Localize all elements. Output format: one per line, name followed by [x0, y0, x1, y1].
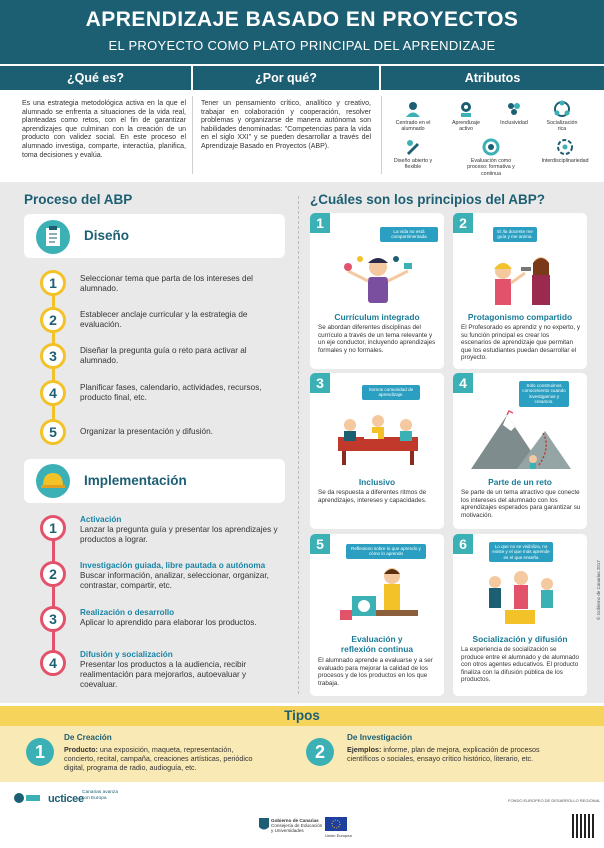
card-text: Se parte de un tema atractivo que conecte los intereses del alumnado con los aprendizajes esperados para garantizar su motivación. — [461, 489, 581, 519]
socialization-icon — [553, 100, 571, 118]
step-number: 2 — [40, 561, 66, 587]
helmet-icon — [36, 464, 70, 498]
principle-card — [453, 373, 587, 529]
socialization-illustration — [475, 568, 567, 630]
diseno-title: Diseño — [84, 228, 130, 243]
tipo-lead: Producto: — [64, 745, 98, 754]
gobierno-shield-logo — [259, 818, 269, 832]
step-text: Establecer anclaje curricular y la estrategia de evaluación. — [80, 310, 248, 329]
connector-line — [52, 525, 55, 665]
diseno-header — [24, 214, 285, 258]
attribute-item — [393, 138, 433, 171]
card-number: 4 — [453, 373, 473, 393]
step-number: 3 — [40, 343, 66, 369]
step-text: Presentar los productos a la audiencia, recibir realimentación para mejorarlos, autoevaluar y coevaluar. — [80, 660, 247, 689]
attribute-label: Evaluación como proceso: formativa y continua — [467, 158, 515, 177]
copyright-text: © Gobierno de Canarias 2017 — [596, 560, 601, 620]
cabildo-logo — [12, 791, 42, 805]
card-title: Currículum integrado — [334, 312, 420, 322]
step-text: Planificar fases, calendario, actividades, recursos, producto final, etc. — [80, 383, 262, 402]
step-title: Realización o desarrollo — [80, 608, 175, 617]
gobierno-logo — [271, 818, 323, 834]
step-text: Diseñar la pregunta guía o reto para activar al alumnado. — [80, 346, 247, 365]
principle-card — [310, 534, 444, 696]
speech-bubble: La vida no está compartimentada — [380, 227, 438, 242]
attribute-item — [446, 100, 486, 133]
evaluation-icon — [482, 138, 500, 156]
card-number: 3 — [310, 373, 330, 393]
card-text: El alumnado aprende a evaluarse y a ser evaluado para mejorar la calidad de los procesos y de los productos en los que trabaja. — [318, 657, 433, 687]
tipo-title: De Investigación — [347, 733, 413, 742]
teacher-student-illustration — [477, 251, 567, 309]
speech-bubble: El /la docente me guía y me anima. — [493, 227, 537, 242]
card-text: La experiencia de socialización se produce entre el alumnado y de alumnado con otros agentes educativos. El producto finaliza con la difusión pública de los productos. — [461, 646, 579, 684]
card-text: El Profesorado es aprendiz y no experto, y su función principal es crear los escenarios de aprendizaje que permitan que los estudiantes puedan desarrollar el proyecto. — [461, 324, 581, 362]
speech-bubble: Solo construimos conocimiento cuando investigamos y creamos. — [519, 381, 569, 407]
tipos-heading: Tipos — [0, 706, 604, 726]
juggling-student-illustration — [340, 251, 416, 309]
tipo-text — [64, 745, 264, 772]
header-banner — [0, 0, 604, 64]
tipo-desc: informe, plan de mejora, explicación de procesos científicos o sociales, ensayo crítico histórico, literario, etc. — [347, 745, 540, 763]
step-number: 2 — [40, 307, 66, 333]
attribute-label: Socialización rica — [546, 120, 578, 133]
attribute-label: Centrado en el alumnado — [395, 120, 431, 133]
step-block — [80, 561, 285, 591]
inclusivity-icon — [505, 100, 523, 118]
attribute-label: Aprendizaje activo — [452, 120, 480, 133]
por-que-text: Tener un pensamiento crítico, analítico y creativo, trabajar en colaboración y cooperación, resolver problemas y organizarse de manera autónoma son habilidades denominadas: "Competencias para la vida en el siglo XXI" y se pueden desarrollar a través del Aprendizaje Basado en Proyectos (ABP). — [201, 100, 371, 150]
attribute-item — [494, 100, 534, 126]
step-text: Lanzar la pregunta guía y presentar los aprendizajes y productos a lograr. — [80, 525, 278, 544]
divider — [192, 96, 193, 174]
tipo-title: De Creación — [64, 733, 112, 742]
implementacion-header — [24, 459, 285, 503]
attribute-item — [542, 100, 582, 133]
reflection-illustration — [332, 560, 424, 628]
principios-heading: ¿Cuáles son los principios del ABP? — [310, 192, 546, 207]
speech-bubble: Lo que no se visibiliza, no existe y el que más aprende es el que enseña — [489, 542, 553, 562]
step-number: 1 — [40, 270, 66, 296]
que-es-text: Es una estrategia metodológica activa en la que el alumnado se enfrenta a situaciones de la vida real, planteadas como retos, con el fin de garantizar aprendizajes que culminan con la creación de un producto con validez social. En este proceso el alumnado investiga, comparte, interactúa, planifica, toma decisiones y evalúa. — [22, 100, 186, 159]
tipo-number: 2 — [306, 738, 334, 766]
card-title — [310, 634, 444, 654]
divider — [381, 96, 382, 174]
qr-code-icon — [572, 814, 596, 838]
tipo-desc: una exposición, maqueta, representación, concierto, recital, campaña, creaciones artísticas, periódico digital, programa de radio, audioguía, etc. — [64, 745, 253, 772]
card-number: 1 — [310, 213, 330, 233]
card-title: Socialización y difusión — [472, 634, 568, 644]
tipo-text — [347, 745, 557, 763]
clipboard-icon — [36, 220, 70, 254]
attribute-label: Diseño abierto y flexible — [393, 158, 433, 171]
card-number: 6 — [453, 534, 473, 554]
mountain-illustration — [467, 407, 573, 471]
card-text: Se abordan diferentes disciplinas del currículo a través de un tema relevante y un eje conductor, incluyendo aprendizajes formales y no formales. — [318, 324, 436, 354]
card-title: Inclusivo — [358, 477, 396, 487]
tipo-number: 1 — [26, 738, 54, 766]
step-block — [80, 608, 280, 628]
interdisciplinary-icon — [556, 138, 574, 156]
proceso-heading: Proceso del ABP — [24, 192, 133, 207]
step-title: Investigación guiada, libre pautada o autónoma — [80, 561, 266, 570]
step-block — [80, 650, 285, 690]
step-title: Activación — [80, 515, 122, 524]
ucticee-logo: ucticee — [48, 793, 84, 805]
card-text: Se da respuesta a diferentes ritmos de aprendizajes, intereses y capacidades. — [318, 489, 427, 504]
eu-flag-icon — [325, 817, 347, 831]
principle-card — [310, 213, 444, 369]
step-title: Difusión y socialización — [80, 650, 173, 659]
community-table-illustration — [328, 407, 428, 467]
gobierno-name: Gobierno de Canarias — [271, 818, 319, 823]
consejeria-name: Consejería de Educación y Universidades — [271, 823, 323, 834]
attribute-label: Inclusividad — [500, 120, 528, 126]
fondo-europeo-text: FONDO EUROPEO DE DESARROLLO REGIONAL — [508, 798, 601, 803]
card-title: Parte de un reto — [488, 477, 552, 487]
principle-card — [453, 213, 587, 369]
card-number: 2 — [453, 213, 473, 233]
step-text: Buscar información, analizar, seleccionar, organizar, contrastar, compartir, etc. — [80, 571, 269, 590]
step-number: 1 — [40, 515, 66, 541]
attribute-label: Interdisciplinariedad — [541, 158, 589, 164]
atributos-heading: Atributos — [381, 66, 604, 90]
step-number: 5 — [40, 419, 66, 445]
step-block — [80, 515, 280, 545]
page-subtitle: EL PROYECTO COMO PLATO PRINCIPAL DEL APRENDIZAJE — [108, 38, 496, 53]
active-learning-icon — [457, 100, 475, 118]
principle-card — [453, 534, 587, 696]
student-icon — [404, 100, 422, 118]
step-number: 3 — [40, 606, 66, 632]
canarias-europa-logo: Canarias avanza con Europa — [82, 790, 118, 801]
union-europea-label: Unión Europea — [325, 833, 352, 838]
page-title: APRENDIZAJE BASADO EN PROYECTOS — [85, 8, 519, 31]
divider — [298, 196, 299, 694]
card-title: Protagonismo compartido — [467, 312, 573, 322]
speech-bubble: Somos comunidad de aprendizaje. — [362, 385, 420, 400]
step-text: Seleccionar tema que parta de los intereses del alumnado. — [80, 274, 253, 293]
step-text: Organizar la presentación y difusión. — [80, 427, 213, 436]
attribute-item — [540, 138, 590, 164]
design-icon — [404, 138, 422, 156]
step-text: Aplicar lo aprendido para elaborar los productos. — [80, 618, 257, 627]
attribute-item — [462, 138, 520, 177]
principle-card — [310, 373, 444, 529]
que-es-heading: ¿Qué es? — [0, 66, 191, 90]
por-que-heading: ¿Por qué? — [193, 66, 379, 90]
speech-bubble: Reflexiono sobre lo que aprendo y cómo lo aprendo — [346, 544, 426, 559]
card-number: 5 — [310, 534, 330, 554]
attribute-item — [393, 100, 433, 133]
step-number: 4 — [40, 380, 66, 406]
tipo-lead: Ejemplos: — [347, 745, 382, 754]
implementacion-title: Implementación — [84, 473, 187, 488]
card-title-text: Evaluación y reflexión continua — [340, 634, 414, 654]
step-number: 4 — [40, 650, 66, 676]
